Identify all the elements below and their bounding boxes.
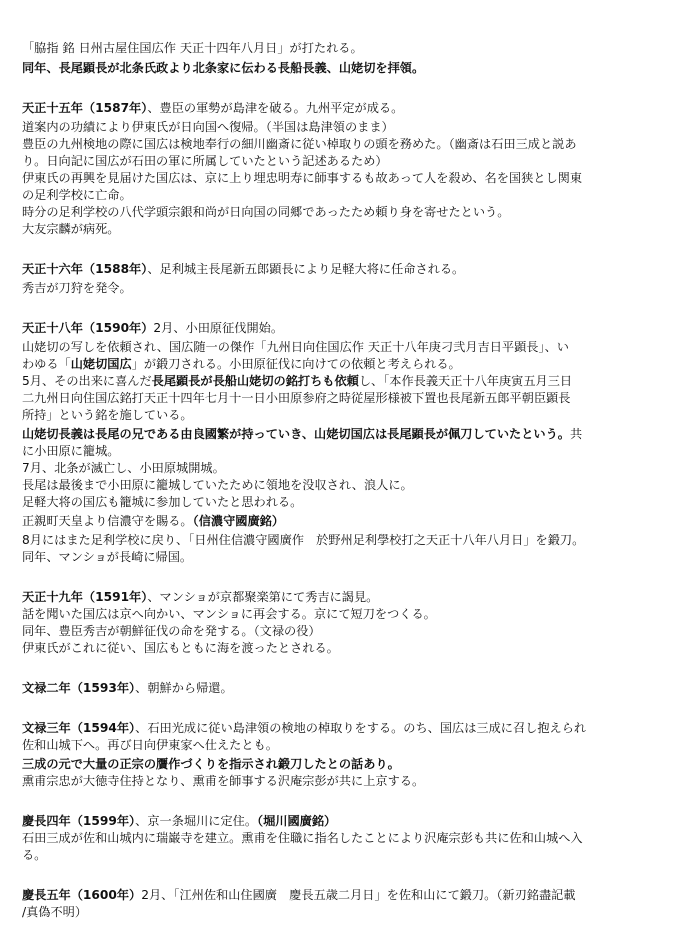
text-line	[22, 773, 424, 790]
text-segment: わゆる「	[22, 357, 71, 371]
text-segment: 」が鍛刀される。小田原征伐に向けての依頼と考えられる。	[131, 357, 461, 371]
text-segment: 、豊臣の軍勢が島津を破る。九州平定が成る。	[147, 101, 404, 115]
text-line	[22, 221, 120, 238]
bold-text: 慶長四年（1599年）	[22, 814, 136, 828]
text-segment: し、「本作長義天正十八年庚寅五月三日	[358, 374, 573, 388]
text-line	[22, 640, 339, 657]
text-line	[22, 40, 363, 57]
text-segment: 共	[569, 427, 583, 441]
text-segment: 「脇指 銘 日州古屋住国広作 天正十四年八月日」が打たれる。	[22, 41, 363, 55]
bold-text: 同年、	[22, 61, 59, 75]
text-line	[22, 280, 132, 297]
text-segment: 足軽大将の国広も籠城に参加していたと思われる。	[22, 495, 303, 509]
text-line	[22, 549, 192, 566]
text-segment: の足利学校に亡命。	[22, 188, 132, 202]
text-segment: 大友宗麟が病死。	[22, 222, 120, 236]
text-line	[22, 320, 283, 337]
text-line	[22, 589, 378, 606]
text-line	[22, 904, 87, 921]
bold-text: 天正十五年（1587年）	[22, 101, 148, 115]
text-line	[22, 443, 120, 460]
text-segment: 秀吉が刀狩を発令。	[22, 281, 132, 295]
text-segment: 二九州日向住国広銘打天正十四年七月十一日小田原参府之時従屋形様被下置也長尾新五郎平朝臣顕長	[22, 391, 571, 405]
text-line	[22, 606, 436, 623]
text-segment: 5月、その出来に喜んだ	[22, 374, 152, 388]
text-segment: る。	[22, 848, 47, 862]
text-line	[22, 756, 400, 773]
text-line	[22, 720, 586, 737]
bold-text: 天正十六年（1588年）	[22, 262, 148, 276]
text-line	[22, 187, 132, 204]
text-segment: 佐和山城下へ。再び日向伊東家へ仕えたとも。	[22, 738, 278, 752]
text-line	[22, 60, 424, 77]
text-segment: 、朝鮮から帰還。	[135, 681, 233, 695]
text-segment: 正親町天皇より信濃守を賜る。	[22, 514, 193, 528]
text-line	[22, 830, 583, 847]
bold-text: 長尾顕長が長船山姥切の銘打ちも依頼	[151, 374, 359, 388]
bold-text: （堀川國廣銘）	[257, 814, 337, 828]
bold-text: 天正十八年（1590年）	[22, 321, 154, 335]
text-segment: 伊東氏の再興を見届けた国広は、京に上り埋忠明寿に師事するも故あって人を殺め、名を国狭とし関東	[22, 171, 583, 185]
text-segment: 道案内の功績により伊東氏が日向国へ復帰。（半国は島津領のまま）	[22, 120, 394, 134]
text-line	[22, 153, 388, 170]
text-segment: 長尾は最後まで小田原に籠城していたために領地を没収され、浪人に。	[22, 478, 413, 492]
text-segment: に小田原に籠城。	[22, 444, 120, 458]
text-line	[22, 100, 403, 117]
bold-text: 天正十九年（1591年）	[22, 590, 148, 604]
text-segment: 山姥切の写しを依頼され、国広随一の傑作「九州日向住国広作 天正十八年庚刁弐月吉日平顕長」、い	[22, 340, 569, 354]
text-line	[22, 426, 582, 443]
text-segment: 伊東氏がこれに従い、国広もともに海を渡ったとされる。	[22, 641, 339, 655]
text-segment: 時分の足利学校の八代学頭宗銀和尚が日向国の同郷であったため頼り身を寄せたという。	[22, 205, 510, 219]
text-line	[22, 847, 46, 864]
text-segment: 、マンショが京都聚楽第にて秀吉に謁見。	[147, 590, 379, 604]
text-line	[22, 119, 394, 136]
text-segment: 8月にはまた足利学校に戻り、「日州住信濃守國廣作 於野州足利學校打之天正十八年八月日」を鍛刀。	[22, 533, 585, 547]
text-line	[22, 532, 584, 549]
text-line	[22, 494, 302, 511]
text-line	[22, 477, 413, 494]
text-segment: 熏甫宗忠が大徳寺住持となり、熏甫を師事する沢庵宗彭が共に上京する。	[22, 774, 425, 788]
text-segment: 、京一条堀川に定住。	[135, 814, 258, 828]
text-line	[22, 460, 225, 477]
text-segment: 所持」という銘を施している。	[22, 408, 193, 422]
text-segment: 石田三成が佐和山城内に瑞巌寺を建立。熏甫を住職に指名したことにより沢庵宗彭も共に佐和山城へ入	[22, 831, 583, 845]
text-line	[22, 737, 278, 754]
text-line	[22, 680, 233, 697]
text-line	[22, 373, 572, 390]
text-segment: 、足利城主長尾新五郎顕長により足軽大将に任命される。	[147, 262, 465, 276]
bold-text: 文禄二年（1593年）	[22, 681, 136, 695]
text-segment: り。日向記に国広が石田の軍に所属していたという記述あるため）	[22, 154, 388, 168]
text-segment: 7月、北条が滅亡し、小田原城開城。	[22, 461, 225, 475]
text-line	[22, 887, 576, 904]
text-segment: 同年、豊臣秀吉が朝鮮征伐の命を発する。（文禄の役）	[22, 624, 321, 638]
bold-text: （信濃守國廣銘）	[192, 514, 285, 528]
text-line	[22, 170, 582, 187]
bold-text: 山姥切長義は長尾の兄である由良國繁が持っていき、山姥切国広は長尾顕長が佩刀していたという。	[22, 427, 570, 441]
bold-text: 三成の元で大量の正宗の贋作づくりを指示され鍛刀したとの話あり。	[22, 757, 400, 771]
text-line	[22, 356, 461, 373]
text-segment: 、石田光成に従い島津領の検地の棹取りをする。のち、国広は三成に召し抱えられ	[135, 721, 587, 735]
bold-text: 長尾顕長が北条氏政より北条家に伝わる長船長義、山姥切を拝領。	[58, 61, 425, 75]
bold-text: 文禄三年（1594年）	[22, 721, 136, 735]
bold-text: 山姥切国広	[70, 357, 132, 371]
text-line	[22, 813, 336, 830]
text-segment: 同年、マンショが長崎に帰国。	[22, 550, 193, 564]
text-segment: /真偽不明）	[22, 905, 88, 919]
text-line	[22, 136, 577, 153]
text-line	[22, 407, 193, 424]
text-segment: 豊臣の九州検地の際に国広は検地奉行の細川幽斎に従い棹取りの頭を務めた。（幽斎は石田三成と説あ	[22, 137, 577, 151]
text-line	[22, 204, 509, 221]
text-line	[22, 339, 569, 356]
text-segment: 2月、小田原征伐開始。	[153, 321, 284, 335]
bold-text: 慶長五年（1600年）	[22, 888, 142, 902]
text-segment: 2月、「江州佐和山住國廣 慶長五歳二月日」を佐和山にて鍛刀。（新刃銘盡記載	[141, 888, 576, 902]
text-segment: 話を聞いた国広は京へ向かい、マンショに再会する。京にて短刀をつくる。	[22, 607, 436, 621]
text-line	[22, 623, 321, 640]
text-line	[22, 513, 284, 530]
text-line	[22, 390, 570, 407]
text-line	[22, 261, 464, 278]
